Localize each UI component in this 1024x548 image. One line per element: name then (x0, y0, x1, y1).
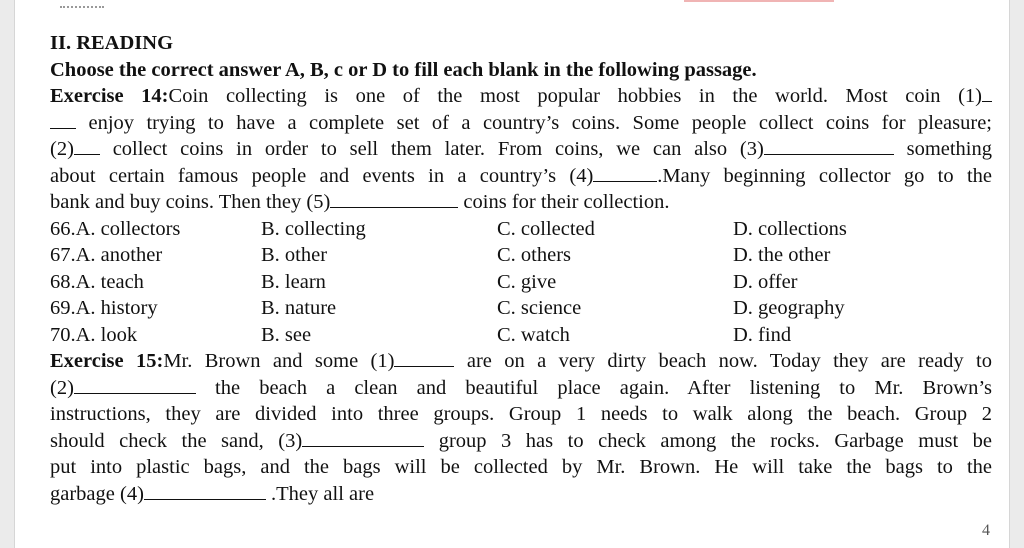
ex15-line-2 (50, 375, 992, 402)
instruction: Choose the correct answer A, B, c or D to fill each blank in the following passage. (50, 58, 757, 81)
question-68 (50, 269, 992, 296)
ex15-line-6 (50, 481, 992, 508)
ex15-line-4 (50, 428, 992, 455)
page-number: 4 (982, 522, 990, 539)
ex14-text-1: Coin collecting is one of the most popular hobbies in the world. Most coin (1) (168, 85, 982, 107)
section-title: II. READING (50, 32, 174, 54)
q68-option-c: C. give (497, 270, 557, 293)
ex14-blank-1a (982, 84, 992, 102)
q69-option-b: B. nature (261, 297, 337, 319)
ex15-line-1 (50, 348, 992, 375)
ex14-line-2 (50, 110, 992, 137)
q67-option-a: 67.A. another (50, 244, 163, 266)
ex14-text-5b: coins for their collection. (463, 191, 670, 213)
question-66 (50, 216, 992, 243)
ex14-text-5a: bank and buy coins. Then they (5) (50, 191, 331, 213)
ex14-text-2: enjoy trying to have a complete set of a country’s coins. Some people collect coins for pleasure; (88, 111, 992, 134)
q69-option-d: D. geography (733, 297, 845, 319)
ex15-text-2b: the beach a clean and beautiful place again. After listening to Mr. Brown’s (215, 376, 992, 399)
ex15-blank-3 (302, 429, 424, 447)
ex15-label: Exercise 15: (50, 350, 164, 372)
q66-option-a: 66.A. collectors (50, 217, 181, 240)
ex15-blank-1 (394, 349, 454, 367)
ex15-blank-4 (144, 482, 266, 500)
window-frame-left (0, 0, 15, 548)
ex14-line-1 (50, 83, 992, 110)
question-67 (50, 242, 992, 269)
q67-option-b: B. other (261, 244, 328, 266)
top-decoration-right (684, 0, 834, 2)
q70-option-a: 70.A. look (50, 323, 138, 346)
ex14-blank-2 (74, 137, 100, 155)
ex15-num-2: (2) (50, 376, 74, 399)
ex15-text-4b: group 3 has to check among the rocks. Garbage must be (438, 429, 992, 452)
ex15-blank-2 (74, 376, 196, 394)
ex14-text-3c: something (906, 138, 992, 160)
q66-option-b: B. collecting (261, 217, 366, 240)
ex15-text-6b: .They all are (271, 482, 375, 505)
document-page (50, 30, 992, 507)
q68-option-a: 68.A. teach (50, 270, 144, 293)
ex14-text-4a: about certain famous people and events in a country’s (4) (50, 164, 594, 187)
ex15-text-1a: Mr. Brown and some (1) (163, 350, 395, 372)
ex15-text-4a: should check the sand, (3) (50, 429, 303, 452)
ex15-line-3: instructions, they are divided into three groups. Group 1 needs to walk along the beach. Group 2 (50, 403, 992, 425)
ex14-line-5 (50, 189, 992, 216)
window-frame-right (1009, 0, 1024, 548)
question-70 (50, 322, 992, 349)
ex14-blank-5 (330, 190, 458, 208)
q68-option-d: D. offer (733, 270, 798, 293)
q70-option-b: B. see (261, 323, 312, 346)
ex14-line-3 (50, 136, 992, 163)
ex15-text-1b: are on a very dirty beach now. Today they are ready to (466, 350, 992, 372)
ex14-blank-3 (764, 137, 894, 155)
ex14-blank-1b (50, 111, 76, 129)
ex14-line-4 (50, 163, 992, 190)
ex14-text-3: collect coins in order to sell them later. From coins, we can also (3) (112, 138, 764, 160)
q68-option-b: B. learn (261, 270, 326, 293)
ex14-text-4b: .Many beginning collector go to the (657, 164, 992, 187)
ex14-blank-4 (593, 164, 657, 182)
top-decoration-left (60, 0, 104, 8)
q66-option-c: C. collected (497, 217, 595, 240)
ex15-text-6a: garbage (4) (50, 482, 144, 505)
q66-option-d: D. collections (733, 217, 847, 240)
q70-option-d: D. find (733, 323, 792, 346)
ex14-label: Exercise 14: (50, 85, 169, 107)
question-69 (50, 295, 992, 322)
q67-option-c: C. others (497, 244, 572, 266)
q69-option-c: C. science (497, 297, 582, 319)
q70-option-c: C. watch (497, 323, 570, 346)
ex14-num-2: (2) (50, 138, 74, 160)
q69-option-a: 69.A. history (50, 297, 158, 319)
ex15-line-5: put into plastic bags, and the bags will be collected by Mr. Brown. He will take the bags to the (50, 456, 992, 478)
q67-option-d: D. the other (733, 244, 831, 266)
